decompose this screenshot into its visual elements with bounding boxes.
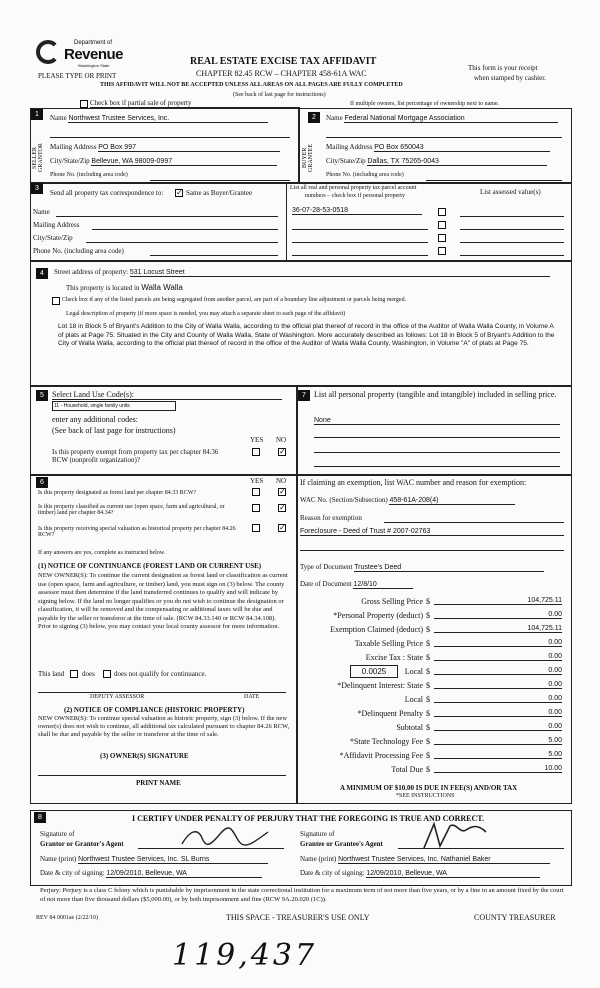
tax-dollar: $ <box>426 695 430 704</box>
located-row <box>66 283 183 292</box>
seller-name-row <box>50 114 268 123</box>
grantee-sig-label: Signature of <box>300 830 335 838</box>
historic-question: Is this property receiving special valuation as historical property per chapter 84.26 RCW? <box>38 526 236 538</box>
county-treasurer: COUNTY TREASURER <box>474 913 556 922</box>
grantor-name-label: Name (print) <box>40 855 77 863</box>
section-2-number: 2 <box>308 112 320 123</box>
forest-no-checkbox[interactable]: ✓ <box>279 487 286 496</box>
buyer-city-value[interactable]: Dallas, TX 75265-0043 <box>367 158 547 166</box>
see-instructions-note: *SEE INSTRUCTIONS <box>396 793 455 799</box>
tax-dollar: $ <box>426 597 430 606</box>
parcel-header-2: numbers – check box if personal property <box>305 193 405 199</box>
assessed-line-3 <box>460 242 564 243</box>
deputy-assessor-label: DEPUTY ASSESSOR <box>90 694 145 700</box>
tax-row-value[interactable]: 104,725.11 <box>434 597 562 605</box>
street-row <box>54 268 550 277</box>
pp-line-4 <box>314 466 560 467</box>
buyer-side-label: BUYER GRANTEE <box>302 144 314 172</box>
logo-dept: Department of <box>74 40 113 46</box>
same-as-buyer-checkbox[interactable]: ✓ <box>176 188 183 197</box>
section-3-number: 3 <box>31 183 43 194</box>
tax-row-value[interactable]: 10.00 <box>434 765 562 773</box>
minimum-due-note: A MINIMUM OF $10.00 IS DUE IN FEE(S) AND/OR TAX <box>340 784 518 792</box>
grantee-name-row <box>300 855 550 864</box>
doctype-value[interactable]: Trustee's Deed <box>354 564 544 572</box>
grantor-date-row <box>40 869 262 878</box>
notice2-text: NEW OWNER(S): To continue special valuation as historic property, sign (3) below. If the new owner(s) does not wish to continue, all additional tax calculated pursuant to chapter 84.26 RCW, shall be due and payable by the seller or transferor at the time of sale. <box>38 715 290 738</box>
pp-line-3 <box>314 452 560 453</box>
exempt-yes-header: YES <box>250 436 264 444</box>
receipt-line2: when stamped by cashier. <box>474 74 546 82</box>
buyer-phone-line <box>426 180 562 181</box>
tax-row-label: Taxable Selling Price <box>354 639 423 648</box>
grantee-agent-label: Grantee or Grantee's Agent <box>300 840 383 848</box>
historic-no-checkbox[interactable]: ✓ <box>279 523 286 532</box>
land-use-see-back: (See back of last page for instructions) <box>52 426 176 435</box>
docdate-value[interactable]: 12/8/10 <box>353 581 413 589</box>
tax-dollar: $ <box>426 751 430 760</box>
owner-sig-line <box>38 775 286 776</box>
grantee-name-label: Name (print) <box>300 855 337 863</box>
tax-row-label: Local <box>404 667 423 676</box>
tax-dollar: $ <box>426 625 430 634</box>
buyer-name-row <box>326 114 558 123</box>
exemption-label: If claiming an exemption, list WAC number and reason for exemption: <box>300 478 527 487</box>
buyer-name-label: Name <box>326 114 343 122</box>
exempt-no-checkbox[interactable]: ✓ <box>279 447 286 456</box>
tax-dollar: $ <box>426 681 430 690</box>
grantor-signature-icon[interactable] <box>180 826 270 848</box>
treasurer-use-only: THIS SPACE - TREASURER'S USE ONLY <box>226 913 370 922</box>
grantor-name-value[interactable]: Northwest Trustee Services, Inc. SL Burns <box>78 856 268 864</box>
tax-row-value[interactable]: 0.00 <box>434 709 562 717</box>
tax-dollar: $ <box>426 653 430 662</box>
parcel-2-personal-checkbox[interactable] <box>438 221 446 229</box>
corr-phone-label: Phone No. (including area code) <box>33 247 124 255</box>
wac-value[interactable]: 458-61A-208(4) <box>389 497 515 505</box>
tax-dollar: $ <box>426 639 430 648</box>
legal-description[interactable]: Lot 18 in Block 5 of Bryant's Addition to the City of Walla Walla, according to the official plat thereof of record in the office of the Auditor of Walla Walla County, in Volume A of plats at Page 75. Situated in the City and County of Walla Walla, State of Washington. More accurately described as follows: Lot 18 in Block 5 of Bryant's Addition to the City of Walla Walla, according to the official plat thereof of record in the office of the Auditor of Walla Walla County, Washington, in Volume "A" of plats at Page 75. <box>58 323 555 347</box>
section-5-number: 5 <box>36 390 48 401</box>
buyer-name-value[interactable]: Federal National Mortgage Association <box>344 115 558 123</box>
tax-dollar: $ <box>426 765 430 774</box>
logo-state: Washington State <box>78 63 110 68</box>
reason-line-1 <box>384 522 564 523</box>
see-back: (See back of last page for instructions) <box>233 92 326 98</box>
receipt-line1: This form is your receipt <box>468 64 538 72</box>
section-3-divider <box>286 182 287 260</box>
corr-phone-line <box>150 255 278 256</box>
exempt-question: Is this property exempt from property tax per chapter 84.36 RCW (nonprofit organization)? <box>52 448 219 464</box>
owner-signature-label: (3) OWNER(S) SIGNATURE <box>100 752 189 760</box>
perjury-statement: Perjury: Perjury is a class C felony which is punishable by imprisonment in the state correctional institution for a maximum term of not more than five years, or by a fine in an amount fixed by the court of not more than five thousand dollars ($5,000.00), or by both imprisonment and fine (RCW 9A.20.020 (1C)). <box>40 887 564 903</box>
section-8-number: 8 <box>34 812 46 823</box>
does-label: does <box>82 670 95 678</box>
tax-row-label: Exemption Claimed (deduct) <box>330 625 423 634</box>
grantee-date-value[interactable]: 12/09/2010, Bellevue, WA <box>366 870 540 878</box>
tax-row-label: *Affidavit Processing Fee <box>339 751 423 760</box>
parcel-line-3 <box>292 242 428 243</box>
wac-row <box>300 496 515 505</box>
s6-yes-header: YES <box>250 477 264 485</box>
tax-row-label: *Delinquent Penalty <box>357 709 423 718</box>
grantor-name-row <box>40 855 268 864</box>
tax-row-value[interactable]: 0.00 <box>434 681 562 689</box>
logo <box>34 38 124 70</box>
seller-name-value[interactable]: Northwest Trustee Services, Inc. <box>68 115 268 123</box>
docdate-row <box>300 580 413 589</box>
buyer-city-row <box>326 157 547 166</box>
this-land-label: This land <box>38 670 65 678</box>
tax-row-value[interactable]: 5.00 <box>434 737 562 745</box>
exempt-yes-checkbox[interactable] <box>252 448 260 456</box>
section-7 <box>296 386 572 476</box>
corr-name-line <box>56 216 278 217</box>
does-not-checkbox[interactable] <box>103 670 111 678</box>
tax-row-value[interactable]: 0.00 <box>434 667 562 675</box>
assessed-header: List assessed value(s) <box>480 188 541 196</box>
parcel-line-4 <box>292 255 428 256</box>
tax-row-label: Total Due <box>391 765 423 774</box>
parcel-4-personal-checkbox[interactable] <box>438 247 446 255</box>
located-value[interactable]: Walla Walla <box>141 283 183 292</box>
corr-mail-label: Mailing Address <box>33 221 80 229</box>
tax-row-label: *Delinquent Interest: State <box>337 681 423 690</box>
handwritten-number: 119,437 <box>172 938 318 973</box>
reason-value[interactable]: Foreclosure - Deed of Trust # 2007-02763 <box>300 528 564 536</box>
buyer-phone-label: Phone No. (including area code) <box>326 172 404 178</box>
parcel-3-personal-checkbox[interactable] <box>438 234 446 242</box>
located-label: This property is located in <box>66 284 140 292</box>
grantor-sig-line <box>138 848 284 849</box>
exempt-no-header: NO <box>276 436 287 444</box>
buyer-city-label: City/State/Zip <box>326 157 366 165</box>
grantor-date-label: Date & city of signing: <box>40 869 105 877</box>
tax-row-label: Gross Selling Price <box>361 597 423 606</box>
street-label: Street address of property: <box>54 268 129 276</box>
section-6-number: 6 <box>36 477 48 488</box>
seller-city-label: City/State/Zip <box>50 157 90 165</box>
current-use-question: Is this property classified as current use (open space, farm and agricultural, or timber) land per chapter 84.34? <box>38 504 225 516</box>
print-name-label: PRINT NAME <box>136 779 181 787</box>
multiple-owners-note: If multiple owners, list percentage of ownership next to name. <box>350 101 500 107</box>
legal-label: Legal description of property (if more space is needed, you may attach a separate sheet to each page of the affidavit) <box>66 311 346 317</box>
wac-label: WAC No. (Section/Subsection) <box>300 496 388 504</box>
doctype-row <box>300 563 544 572</box>
form-chapter: CHAPTER 82.45 RCW – CHAPTER 458-61A WAC <box>196 69 367 78</box>
forest-question: Is this property designated as forest land per chapter 84.33 RCW? <box>38 490 197 496</box>
land-use-label: Select Land Use Code(s): <box>52 390 282 400</box>
personal-property-label: List all personal property (tangible and intangible) included in selling price. <box>314 390 557 399</box>
section-1-number: 1 <box>31 109 43 120</box>
segregated-label: Check box if any of the listed parcels are being segregated from another parcel, are part of a boundary line adjustment or parcels being merged. <box>62 297 407 303</box>
grantee-signature-icon[interactable] <box>420 820 490 850</box>
corr-mail-line <box>92 229 278 230</box>
tax-row-value[interactable]: 0.00 <box>434 639 562 647</box>
partial-sale-label: Check box if partial sale of property <box>90 99 300 108</box>
logo-swoosh-icon <box>36 40 60 64</box>
seller-city-value[interactable]: Bellevue, WA 98009-0997 <box>91 158 277 166</box>
reason-line-3 <box>300 550 564 551</box>
tax-row-label: Local <box>404 695 423 704</box>
grantee-date-row <box>300 869 540 878</box>
tax-dollar: $ <box>426 737 430 746</box>
seller-mail-value[interactable]: PO Box 997 <box>98 144 280 152</box>
forest-yes-checkbox[interactable] <box>252 488 260 496</box>
local-rate-box[interactable]: 0.0025 <box>350 665 398 678</box>
tax-dollar: $ <box>426 709 430 718</box>
current-use-no-checkbox[interactable]: ✓ <box>279 503 286 512</box>
segregated-checkbox[interactable] <box>52 297 60 305</box>
notice2-title: (2) NOTICE OF COMPLIANCE (HISTORIC PROPERTY) <box>64 706 245 714</box>
certify-statement: I CERTIFY UNDER PENALTY OF PERJURY THAT THE FOREGOING IS TRUE AND CORRECT. <box>132 814 485 823</box>
historic-yes-checkbox[interactable] <box>252 524 260 532</box>
notice1-text: NEW OWNER(S): To continue the current designation as forest land or classification as current use (open space, farm and agriculture, or timber) land, you must sign on (3) below. The county assessor must then determine if the land transferred continues to qualify and will indicate by signing below. If the land no longer qualifies or you do not wish to continue the designation or classification, it will be removed and the compensating or additional taxes will be due and payable by the seller or transferor at the time of sale. (RCW 84.33.140 or RCW 84.34.108). Prior to signing (3) below, you may contact your local county assessor for more information. <box>38 572 288 630</box>
land-use-code[interactable]: 11 - Household, single family units <box>52 401 176 411</box>
section-7-number: 7 <box>298 390 310 401</box>
tax-dollar: $ <box>426 611 430 620</box>
seller-extra-line <box>50 137 290 138</box>
seller-phone-label: Phone No. (including area code) <box>50 172 128 178</box>
current-use-yes-checkbox[interactable] <box>252 504 260 512</box>
street-value[interactable]: 531 Locust Street <box>130 269 550 277</box>
partial-sale-checkbox[interactable] <box>80 100 88 108</box>
tax-row-label: *Personal Property (deduct) <box>333 611 423 620</box>
parcel-line-2 <box>292 229 428 230</box>
seller-mail-row <box>50 143 280 152</box>
assessed-line-1 <box>460 216 564 217</box>
tax-row-label: Subtotal <box>396 723 423 732</box>
parcel-1-personal-checkbox[interactable] <box>438 208 446 216</box>
buyer-mail-row <box>326 143 550 152</box>
section-4-number: 4 <box>36 268 48 279</box>
tax-row-value[interactable]: 0.00 <box>434 611 562 619</box>
doctype-label: Type of Document <box>300 563 353 571</box>
parcel-header-1: List all real and personal property tax parcel account <box>290 185 417 191</box>
tax-row-value[interactable]: 0.00 <box>434 695 562 703</box>
seller-name-label: Name <box>50 114 67 122</box>
notice1-title: (1) NOTICE OF CONTINUANCE (FOREST LAND OR CURRENT USE) <box>38 562 262 570</box>
parcel-number[interactable]: 36-07-28-53-0518 <box>292 207 422 215</box>
deputy-line <box>38 692 286 693</box>
personal-property-value[interactable]: None <box>314 417 560 425</box>
additional-codes-label: enter any additional codes: <box>52 415 138 424</box>
tax-dollar: $ <box>426 723 430 732</box>
corr-name-label: Name <box>33 208 50 216</box>
grantee-date-label: Date & city of signing: <box>300 869 365 877</box>
correspondence-label: Send all property tax correspondence to: <box>50 189 164 197</box>
seller-side-label: SELLER GRANTOR <box>32 143 44 173</box>
tax-dollar: $ <box>426 667 430 676</box>
tax-row-value[interactable]: 0.00 <box>434 723 562 731</box>
s6-no-header: NO <box>276 477 287 485</box>
reason-label: Reason for exemption <box>300 514 362 522</box>
form-title: REAL ESTATE EXCISE TAX AFFIDAVIT <box>190 56 377 67</box>
same-as-buyer-label: Same as Buyer/Grantee <box>186 189 253 197</box>
grantee-name-value[interactable]: Northwest Trustee Services, Inc. Nathaniel Baker <box>338 856 550 864</box>
corr-city-label: City/State/Zip <box>33 234 73 242</box>
tax-row-value[interactable]: 104,725.11 <box>434 625 562 633</box>
grantor-agent-label: Grantor or Grantor's Agent <box>40 840 124 848</box>
does-checkbox[interactable] <box>70 670 78 678</box>
form-revision: REV 84 0001ae (2/22/10) <box>36 915 99 921</box>
tax-row-label: Excise Tax : State <box>365 653 423 662</box>
pp-line-2 <box>314 437 560 438</box>
grantor-date-value[interactable]: 12/09/2010, Bellevue, WA <box>106 870 262 878</box>
buyer-mail-label: Mailing Address <box>326 143 373 151</box>
buyer-extra-line <box>326 137 562 138</box>
assessed-line-2 <box>460 229 564 230</box>
corr-city-line <box>86 242 278 243</box>
buyer-mail-value[interactable]: PO Box 650043 <box>374 144 550 152</box>
seller-mail-label: Mailing Address <box>50 143 97 151</box>
logo-revenue: Revenue <box>64 46 124 63</box>
docdate-label: Date of Document <box>300 580 352 588</box>
does-not-label: does not qualify for continuance. <box>114 670 207 678</box>
seller-phone-line <box>150 180 290 181</box>
deputy-date-label: DATE <box>244 694 260 700</box>
if-any-yes: If any answers are yes, complete as instructed below. <box>38 550 166 556</box>
tax-row-value[interactable]: 5.00 <box>434 751 562 759</box>
assessed-line-4 <box>460 255 564 256</box>
tax-row-label: *State Technology Fee <box>349 737 423 746</box>
seller-city-row <box>50 157 277 166</box>
form-warning: THIS AFFIDAVIT WILL NOT BE ACCEPTED UNLESS ALL AREAS ON ALL PAGES ARE FULLY COMPLETED <box>100 82 403 88</box>
tax-row-value[interactable]: 0.00 <box>434 653 562 661</box>
grantor-sig-label: Signature of <box>40 830 75 838</box>
please-type: PLEASE TYPE OR PRINT <box>38 72 117 80</box>
